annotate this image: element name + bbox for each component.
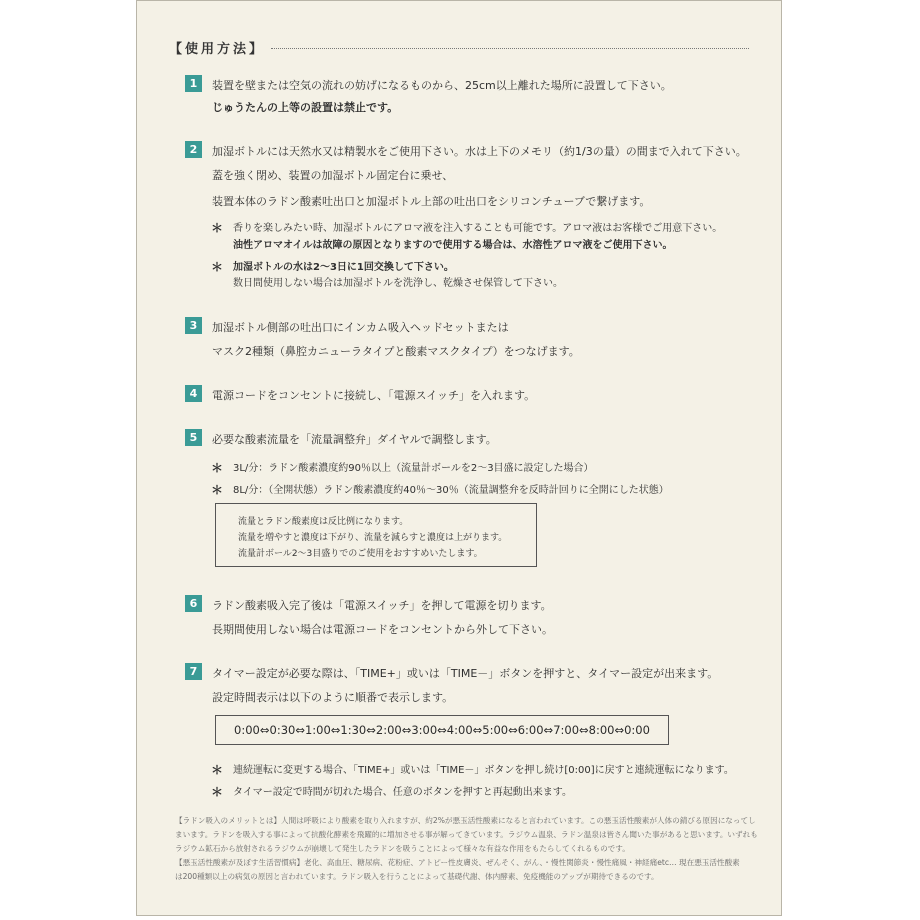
step-text: 長期間使用しない場合は電源コードをコンセントから外して下さい。	[212, 623, 553, 636]
note-text: タイマー設定で時間が切れた場合、任意のボタンを押すと再起動出来ます。	[233, 787, 572, 798]
step-text: ラドン酸素吸入完了後は「電源スイッチ」を押して電源を切ります。	[212, 599, 552, 612]
asterisk-icon: ＊	[211, 763, 224, 777]
footer-text: は200種類以上の病気の原因と言われています。ラドン吸入を行うことによって基礎代謝、体内酵素、免疫機能のアップが期待できるのです。	[175, 872, 659, 881]
note-text: 8L/分：（全開状態）ラドン酸素濃度約40％～30％（流量調整弁を反時計回りに全開にした状態）	[233, 485, 669, 496]
step-number-badge: 6	[185, 595, 202, 612]
asterisk-icon: ＊	[211, 785, 224, 799]
step-text: 装置本体のラドン酸素吐出口と加湿ボトル上部の吐出口をシリコンチューブで繋げます。	[212, 195, 651, 208]
step-number-badge: 3	[185, 317, 202, 334]
section-heading	[169, 37, 749, 57]
step-text: 加湿ボトル側部の吐出口にインカム吸入ヘッドセットまたは	[212, 321, 509, 334]
footer-text: 【ラドン吸入のメリットとは】人間は呼吸により酸素を取り入れますが、約2%が悪玉活性酸素になると言われています。この悪玉活性酸素が人体の錆びる原因になってし	[175, 816, 756, 825]
step-text: 装置を壁または空気の流れの妨げになるものから、25cm以上離れた場所に設置して下さい。	[212, 79, 672, 92]
info-text: 流量とラドン酸素度は反比例になります。	[238, 517, 409, 527]
step-number-badge: 7	[185, 663, 202, 680]
step-text: 必要な酸素流量を「流量調整弁」ダイヤルで調整します。	[212, 433, 497, 446]
asterisk-icon: ＊	[211, 483, 224, 497]
step-number-badge: 4	[185, 385, 202, 402]
step-text: 設定時間表示は以下のように順番で表示します。	[212, 691, 454, 704]
step-number-badge: 2	[185, 141, 202, 158]
step-number-badge: 5	[185, 429, 202, 446]
step-text: 加湿ボトルには天然水又は精製水をご使用下さい。水は上下のメモリ（約1/3の量）の間まで入れて下さい。	[212, 145, 747, 158]
step-number-badge: 1	[185, 75, 202, 92]
footer-text: ラジウム鉱石から放射されるラジウムが崩壊して発生したラドンを吸うことによって様々な有益な作用をもたらしてくれるものです。	[175, 844, 630, 853]
info-text: 流量を増やすと濃度は下がり、流量を減らすと濃度は上がります。	[238, 533, 508, 543]
heading-title: 【使用方法】	[169, 41, 266, 57]
step-text: 蓋を強く閉め、装置の加湿ボトル固定台に乗せ、	[212, 169, 454, 182]
footer-text: 【悪玉活性酸素が及ぼす生活習慣病】老化、高血圧、糖尿病、花粉症、アトピー性皮膚炎、ぜんそく、がん、・慢性関節炎・慢性痛風・神経痛etc… 現在悪玉活性酸素	[175, 858, 740, 867]
note-text: 香りを楽しみたい時、加湿ボトルにアロマ液を注入することも可能です。アロマ液はお客様でご用意下さい。	[233, 223, 723, 234]
note-text: 連続運転に変更する場合、「TIME+」或いは「TIME－」ボタンを押し続け[0:00]に戻すと連続運転になります。	[233, 765, 734, 776]
timer-sequence-box: 0:00⇔0:30⇔1:00⇔1:30⇔2:00⇔3:00⇔4:00⇔5:00⇔6:00⇔7:00⇔8:00⇔0:00	[215, 715, 669, 745]
asterisk-icon: ＊	[211, 221, 224, 235]
asterisk-icon: ＊	[211, 461, 224, 475]
note-text: 加湿ボトルの水は2～3日に1回交換して下さい。	[233, 262, 454, 273]
heading-dotted-rule	[271, 48, 749, 49]
note-text: 3L/分：ラドン酸素濃度約90％以上（流量計ボールを2～3目盛に設定した場合）	[233, 463, 594, 474]
step-text: タイマー設定が必要な際は、「TIME+」或いは「TIME－」ボタンを押すと、タイマー設定が出来ます。	[212, 667, 719, 680]
step-text: 電源コードをコンセントに接続し、「電源スイッチ」を入れます。	[212, 389, 536, 402]
footer-text: まいます。ラドンを吸入する事によって抗酸化酵素を飛躍的に増加させる事が解ってきています。ラジウム温泉、ラドン温泉は皆さん聞いた事があると思います。いずれも	[175, 830, 758, 839]
step-text: じゅうたんの上等の設置は禁止です。	[212, 101, 399, 114]
flow-info-box	[215, 503, 537, 567]
instruction-page	[136, 0, 782, 916]
asterisk-icon: ＊	[211, 260, 224, 274]
info-text: 流量計ボール2～3目盛りでのご使用をおすすめいたします。	[238, 549, 483, 559]
step-text: マスク2種類（鼻腔カニューラタイプと酸素マスクタイプ）をつなげます。	[212, 345, 580, 358]
note-text: 数日間使用しない場合は加湿ボトルを洗浄し、乾燥させ保管して下さい。	[233, 278, 563, 289]
note-text: 油性アロマオイルは故障の原因となりますので使用する場合は、水溶性アロマ液をご使用下さい。	[233, 240, 673, 251]
